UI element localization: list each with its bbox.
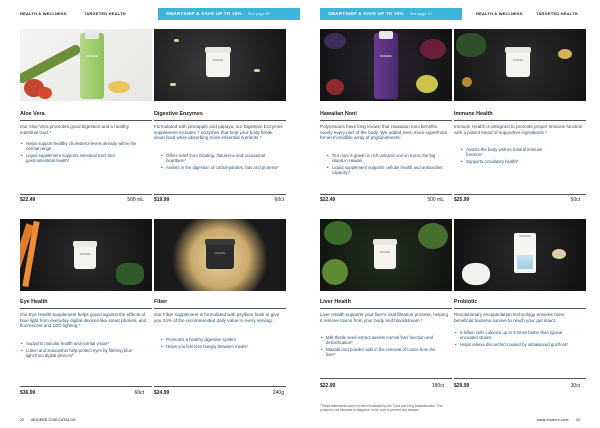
divider [320,120,452,121]
probiotic-box: MODERE [514,233,536,273]
aloe-vera-description: Our Aloe Vera promotes good digestion and a healthy intestinal tract.* [20,124,130,135]
immune-health-bullets [460,147,560,166]
divider [454,378,586,379]
divider [154,308,286,309]
fda-footnote: *These statements have not been evaluated by the Food and Drug Administration. This product is not intended to diagnose, treat, cure or prevent any disease. [320,404,443,412]
fiber-size: 240g [272,390,284,396]
immune-health-size: 50ct [570,197,580,203]
liver-health-photo [320,219,452,291]
fiber-bullets [160,337,284,351]
immune-health-photo [454,29,586,101]
liver-health-size: 180ct [431,383,444,389]
liver-health-price: $22.99 [320,383,336,389]
catalog-title: MODERE.COM CATALOG [31,418,76,422]
section-label: HEALTH & WELLNESS [476,11,523,16]
digestive-enzymes-jar: MODERE [206,47,230,77]
list-item: • Promotes a healthy digestive system [160,337,284,342]
list-item: • Wasabi root powder aids in the removal of toxins from the liver* [320,347,446,358]
smartship-text: SMARTSHIP & SAVE UP TO 15% [166,11,242,16]
list-item: • Assists in the digestion of carbohydrates, fats and proteins* [160,165,282,170]
subsection-label: TARGETED HEALTH [84,11,126,16]
section-label: HEALTH & WELLNESS [20,11,67,16]
fiber-price: $24.99 [154,390,170,396]
immune-health-jar: MODERE [506,47,530,77]
list-item: • Supports macular health and normal vision* [20,341,140,346]
list-item: • Milk thistle seed extract assists normal liver function and detoxification* [320,335,446,346]
fiber-title: Fiber [154,299,168,305]
list-item: • Helps relieve discomfort caused by imbalanced gut flora* [454,342,578,347]
digestive-enzymes-title: Digestive Enzymes [154,111,203,117]
probiotic-description: Revolutionary encapsulation technology ensures more beneficial bacteria survive to reach your gut intact. [454,312,565,323]
list-item: • Supports circulatory health* [460,159,560,164]
eye-health-photo [20,219,152,291]
smartship-see-page: See page 87 [409,12,433,16]
left-header [0,8,300,20]
list-item: • 5 billion cells colonize up to 5 times better than typical uncoated strains [454,330,578,341]
fiber-photo [154,219,286,291]
hawaiian-noni-photo [320,29,452,101]
liver-health-bullets [320,335,446,359]
eye-health-description: Our Eye Health supplement helps guard against the effects of blue light from everyday digital devices like smart phones, and fluorescent and LED lighting.* [20,312,147,329]
aloe-vera-size: 500 mL [127,197,144,203]
left-footer [20,418,76,422]
divider [454,120,586,121]
website-link[interactable]: www.modere.com [536,418,569,422]
immune-health-price: $25.99 [454,197,470,203]
divider [320,378,452,379]
aloe-vera-title: Aloe Vera [20,111,45,117]
list-item: • Our noni is grown in rich volcanic soil on Kona, the big island in Hawaii [326,153,446,164]
divider [20,386,152,387]
probiotic-size: 30ct [570,383,580,389]
divider [20,194,152,195]
smartship-banner[interactable] [158,8,300,20]
liver-health-jar: MODERE [374,239,396,269]
digestive-enzymes-bullets [160,153,282,172]
fiber-description: Our Fiber supplement is formulated with psyllium husk to give you 24% of the recommended daily value in every serving. [154,312,280,323]
fiber-jar: MODERE [206,239,234,269]
liver-health-title: Liver Health [320,299,351,305]
immune-health-description: Immune Health is designed to promote proper immune function with a potent blend of supportive ingredients.* [454,124,583,135]
hawaiian-noni-size: 500 mL [427,197,444,203]
digestive-enzymes-photo [154,29,286,101]
list-item: • Assists the body with its natural immune function* [460,147,560,158]
divider [20,308,152,309]
eye-health-price: $36.99 [20,390,36,396]
divider [320,308,452,309]
hawaiian-noni-title: Hawaiian Noni [320,111,357,117]
liver-health-description: Liver Health supports your liver's vital filtration process, helping it remove toxins from your body and bloodstream.* [320,312,449,323]
hawaiian-noni-bullets [326,153,446,177]
smartship-text: SMARTSHIP & SAVE UP TO 15% [328,11,404,16]
probiotic-bullets [454,330,578,349]
list-item: • Liquid supplement supports cellular health and antioxidant capacity.* [326,165,446,176]
hawaiian-noni-bottle: MODERE [374,33,398,99]
divider [154,194,286,195]
digestive-enzymes-price: $19.99 [154,197,170,203]
eye-health-size: 60ct [134,390,144,396]
right-page [300,0,600,428]
probiotic-price: $29.99 [454,383,470,389]
probiotic-title: Probiotic [454,299,478,305]
probiotic-photo [454,219,586,291]
list-item: • Lutein and zeaxanthin help protect eyes by filtering blue light from digital devices* [20,348,140,359]
divider [20,120,152,121]
subsection-label: TARGETED HEALTH [536,11,578,16]
divider [454,194,586,195]
right-header [300,8,600,20]
aloe-vera-bullets [20,141,144,165]
divider [454,308,586,309]
immune-health-title: Immune Health [454,111,493,117]
list-item: • Helps support healthy cholesterol levels already within the normal range. [20,141,144,152]
page-number: 22 [20,418,25,422]
aloe-vera-photo [20,29,152,101]
right-footer [537,418,580,422]
aloe-vera-price: $22.49 [20,197,36,203]
smartship-banner[interactable] [320,8,462,20]
list-item: • Offers relief from bloating, flatulence and occasional heartburn* [160,153,282,164]
list-item: • Liquid supplement supports intestinal tract and gastrointestinal health* [20,153,144,164]
hawaiian-noni-description: Polynesians have long known that Hawaiian noni benefits nearly every part of the body. We added even more superfruits for an incredible array of phytonutrients. [320,124,447,141]
page-number: 23 [575,418,580,422]
eye-health-bullets [20,341,140,360]
hawaiian-noni-price: $22.49 [320,197,336,203]
digestive-enzymes-description: Formulated with pineapple and papaya, our Digestive Enzymes supplement includes 7 enzymes that help your body break down food while absorbing more essential nutrients.* [154,124,283,141]
digestive-enzymes-size: 60ct [274,197,284,203]
eye-health-title: Eye Health [20,299,48,305]
divider [320,194,452,195]
divider [154,120,286,121]
aloe-vera-bottle: MODERE [80,33,104,99]
list-item: • Helps you feel less hungry between meals* [160,344,284,349]
eye-health-jar: MODERE [74,241,96,269]
divider [154,386,286,387]
smartship-see-page: See page 87 [247,12,271,16]
